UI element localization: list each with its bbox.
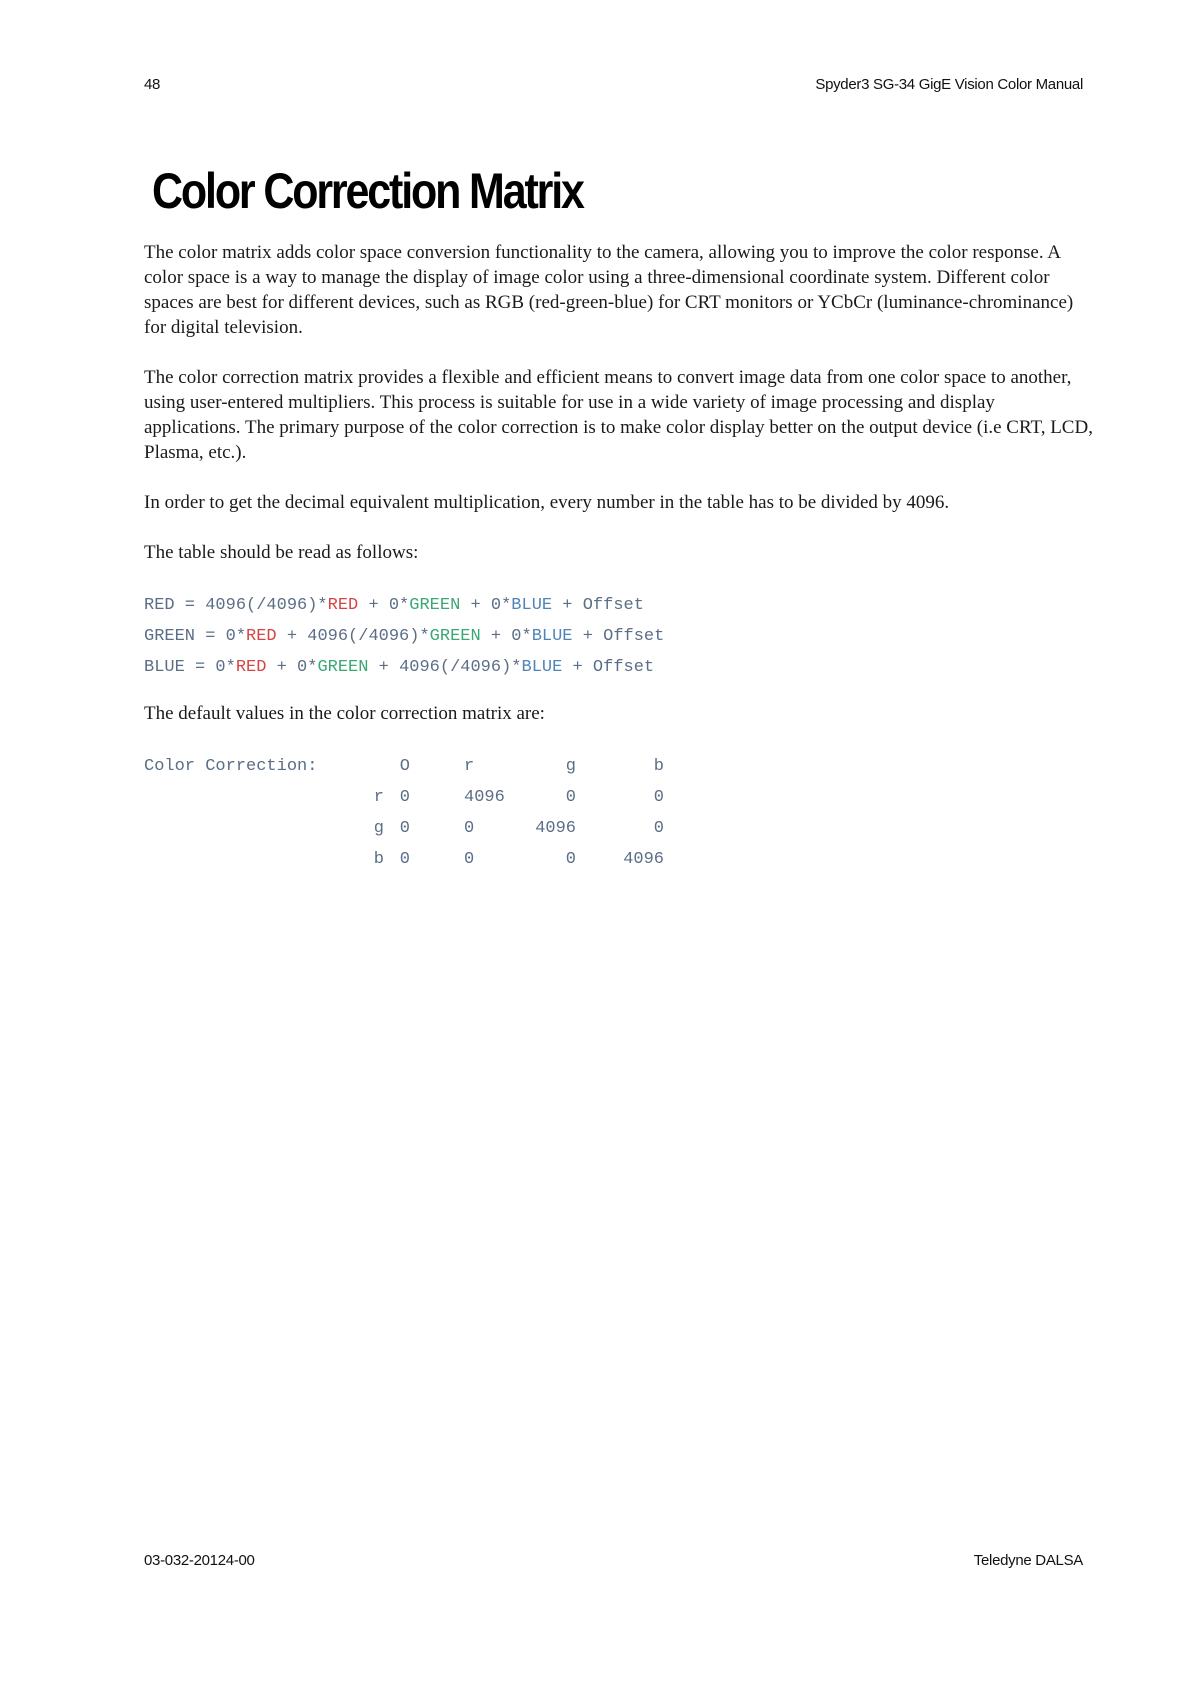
equation-blue: BLUE = 0*RED + 0*GREEN + 4096(/4096)*BLUE + Offset — [144, 658, 655, 677]
matrix-cell: 0 — [399, 819, 410, 838]
paragraph-defaults: The default values in the color correction matrix are: — [144, 703, 545, 724]
company-name: Teledyne DALSA — [973, 1552, 1083, 1569]
matrix-header-cell: r — [464, 757, 475, 776]
matrix-cell: 0 — [399, 850, 410, 869]
paragraph-table-read: The table should be read as follows: — [144, 542, 419, 563]
matrix-cell: 0 — [464, 819, 475, 838]
matrix-row — [144, 813, 844, 844]
matrix-cell: 0 — [565, 788, 576, 807]
matrix-row — [144, 844, 844, 875]
matrix-row — [144, 782, 844, 813]
matrix-header-cell: b — [653, 757, 664, 776]
manual-title: Spyder3 SG-34 GigE Vision Color Manual — [815, 76, 1083, 93]
matrix-cell: 0 — [653, 819, 664, 838]
matrix-cell: 0 — [399, 788, 410, 807]
equation-green: GREEN = 0*RED + 4096(/4096)*GREEN + 0*BLUE + Offset — [144, 627, 665, 646]
equations-block — [144, 590, 1094, 683]
matrix-cell: 4096 — [535, 819, 576, 838]
page-title: Color Correction Matrix — [152, 163, 583, 219]
matrix-header-row — [144, 751, 844, 782]
equation-red: RED = 4096(/4096)*RED + 0*GREEN + 0*BLUE + Offset — [144, 596, 644, 615]
matrix-header-cell: g — [565, 757, 576, 776]
matrix-cell: 0 — [653, 788, 664, 807]
matrix-label: Color Correction: — [144, 757, 318, 776]
page-content — [144, 240, 1094, 875]
paragraph-intro: The color matrix adds color space conversion functionality to the camera, allowing you to improve the color response. A color space is a way to manage the display of image color using a three-dimensional coordinate system. Different color spaces are best for different devices, such as RGB (red-green-blue) for CRT monitors or YCbCr (luminance-chrominance) for digital television. — [144, 242, 1074, 338]
matrix-row-label: r — [373, 788, 384, 807]
matrix-row-label: g — [373, 819, 384, 838]
document-number: 03-032-20124-00 — [144, 1552, 255, 1569]
matrix-row-label: b — [373, 850, 384, 869]
matrix-header-cell: O — [399, 757, 410, 776]
page-number: 48 — [144, 76, 161, 93]
paragraph-decimal: In order to get the decimal equivalent multiplication, every number in the table has to be divided by 4096. — [144, 492, 950, 513]
matrix-cell: 0 — [464, 850, 475, 869]
matrix-cell: 4096 — [464, 788, 505, 807]
default-matrix — [144, 751, 1094, 875]
paragraph-purpose: The color correction matrix provides a flexible and efficient means to convert image data from one color space to another, using user-entered multipliers. This process is suitable for use in a wide variety of image processing and display applications. The primary purpose of the color correction is to make color display better on the output device (i.e CRT, LCD, Plasma, etc.). — [144, 367, 1093, 463]
matrix-cell: 4096 — [623, 850, 664, 869]
matrix-cell: 0 — [565, 850, 576, 869]
